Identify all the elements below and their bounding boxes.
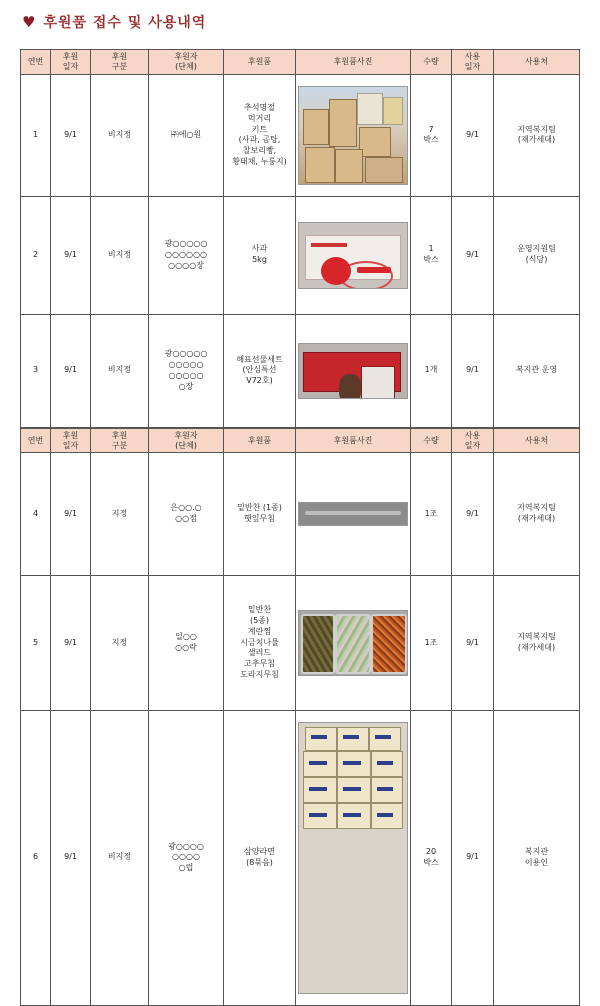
cell-photo — [296, 711, 411, 1006]
apple-box-photo — [298, 222, 408, 289]
cell-item: 밑반찬 (1종) 햇잎무침 — [224, 453, 296, 576]
cell-photo — [296, 75, 411, 197]
header-type: 후원 구분 — [91, 50, 149, 75]
cell-type: 비지정 — [91, 75, 149, 197]
cell-type: 비지정 — [91, 314, 149, 427]
cell-use-place: 지역복지팀 (재가세대) — [494, 75, 580, 197]
header-donor: 후원자 (단체) — [149, 429, 224, 453]
header-use-date: 사용 일자 — [452, 50, 494, 75]
cell-qty: 1 박스 — [411, 196, 452, 314]
page-title — [22, 10, 206, 34]
cell-type: 비지정 — [91, 711, 149, 1006]
cell-no: 5 — [21, 576, 51, 711]
cell-photo — [296, 314, 411, 427]
heart-icon: ♥ — [22, 12, 36, 31]
header-photo: 후원품사진 — [296, 429, 411, 453]
cell-use-place: 운영지원팀 (식당) — [494, 196, 580, 314]
cell-use-date: 9/1 — [452, 314, 494, 427]
cell-item: 사과 5kg — [224, 196, 296, 314]
cell-date: 9/1 — [51, 711, 91, 1006]
cell-no: 2 — [21, 196, 51, 314]
cell-qty: 1개 — [411, 314, 452, 427]
boxes-photo — [298, 86, 408, 185]
cell-date: 9/1 — [51, 75, 91, 197]
cell-qty: 20 박스 — [411, 711, 452, 1006]
side-dish-photo — [298, 502, 408, 526]
header-item: 후원품 — [224, 50, 296, 75]
donation-table-2 — [20, 428, 580, 1006]
page-title-text: 후원품 접수 및 사용내역 — [43, 15, 207, 31]
cell-type: 지정 — [91, 576, 149, 711]
header-donor: 후원자 (단체) — [149, 50, 224, 75]
cell-date: 9/1 — [51, 196, 91, 314]
header-use-date: 사용 일자 — [452, 429, 494, 453]
cell-use-place: 복지관 이용인 — [494, 711, 580, 1006]
cell-use-date: 9/1 — [452, 576, 494, 711]
cell-no: 4 — [21, 453, 51, 576]
table-row — [21, 314, 580, 427]
cell-date: 9/1 — [51, 453, 91, 576]
header-use-place: 사용처 — [494, 429, 580, 453]
cell-no: 1 — [21, 75, 51, 197]
cell-donor: 광○○○○○ ○○○○○ ○○○○○ ○장 — [149, 314, 224, 427]
cell-date: 9/1 — [51, 314, 91, 427]
cell-photo — [296, 576, 411, 711]
cell-use-place: 복지관 운영 — [494, 314, 580, 427]
cell-use-date: 9/1 — [452, 453, 494, 576]
gift-set-photo — [298, 343, 408, 399]
cell-type: 비지정 — [91, 196, 149, 314]
header-photo: 후원품사진 — [296, 50, 411, 75]
cell-date: 9/1 — [51, 576, 91, 711]
header-qty: 수량 — [411, 429, 452, 453]
table-header-row — [21, 50, 580, 75]
cell-type: 지정 — [91, 453, 149, 576]
cell-item: 삼양라면 (8묶음) — [224, 711, 296, 1006]
table-row — [21, 453, 580, 576]
cell-photo — [296, 453, 411, 576]
cell-no: 6 — [21, 711, 51, 1006]
cell-photo — [296, 196, 411, 314]
header-no: 연번 — [21, 429, 51, 453]
header-item: 후원품 — [224, 429, 296, 453]
cell-qty: 1조 — [411, 576, 452, 711]
donation-table-1 — [20, 49, 580, 428]
cell-donor: 광○○○○ ○○○○ ○럽 — [149, 711, 224, 1006]
table-row — [21, 75, 580, 197]
table-row — [21, 196, 580, 314]
cell-donor: 은○○.○ ○○점 — [149, 453, 224, 576]
cell-qty: 7 박스 — [411, 75, 452, 197]
cell-item: 밑반찬 (5종) 계란찜 시금치나물 샐러드 고추무침 도라지무침 — [224, 576, 296, 711]
cell-donor: ㈜에○원 — [149, 75, 224, 197]
cell-donor: 일○○ ○○락 — [149, 576, 224, 711]
cell-item: 해표선물세트 (안심특선 V72호) — [224, 314, 296, 427]
cell-item: 추석명절 먹거리 키트 (사과, 곰탕, 찰보리빵, 황태채, 누룽지) — [224, 75, 296, 197]
cell-use-date: 9/1 — [452, 711, 494, 1006]
header-qty: 수량 — [411, 50, 452, 75]
header-no: 연번 — [21, 50, 51, 75]
header-date: 후원 일자 — [51, 50, 91, 75]
cell-use-place: 지역복지팀 (재가세대) — [494, 453, 580, 576]
cell-use-date: 9/1 — [452, 196, 494, 314]
header-type: 후원 구분 — [91, 429, 149, 453]
cell-qty: 1조 — [411, 453, 452, 576]
table-row — [21, 576, 580, 711]
table-header-row — [21, 429, 580, 453]
cell-donor: 광○○○○○ ○○○○○○ ○○○○장 — [149, 196, 224, 314]
cell-use-date: 9/1 — [452, 75, 494, 197]
header-use-place: 사용처 — [494, 50, 580, 75]
ramen-boxes-photo — [298, 722, 408, 994]
cell-use-place: 지역복지팀 (재가세대) — [494, 576, 580, 711]
five-dishes-photo — [298, 610, 408, 677]
header-date: 후원 일자 — [51, 429, 91, 453]
cell-no: 3 — [21, 314, 51, 427]
table-row — [21, 711, 580, 1006]
